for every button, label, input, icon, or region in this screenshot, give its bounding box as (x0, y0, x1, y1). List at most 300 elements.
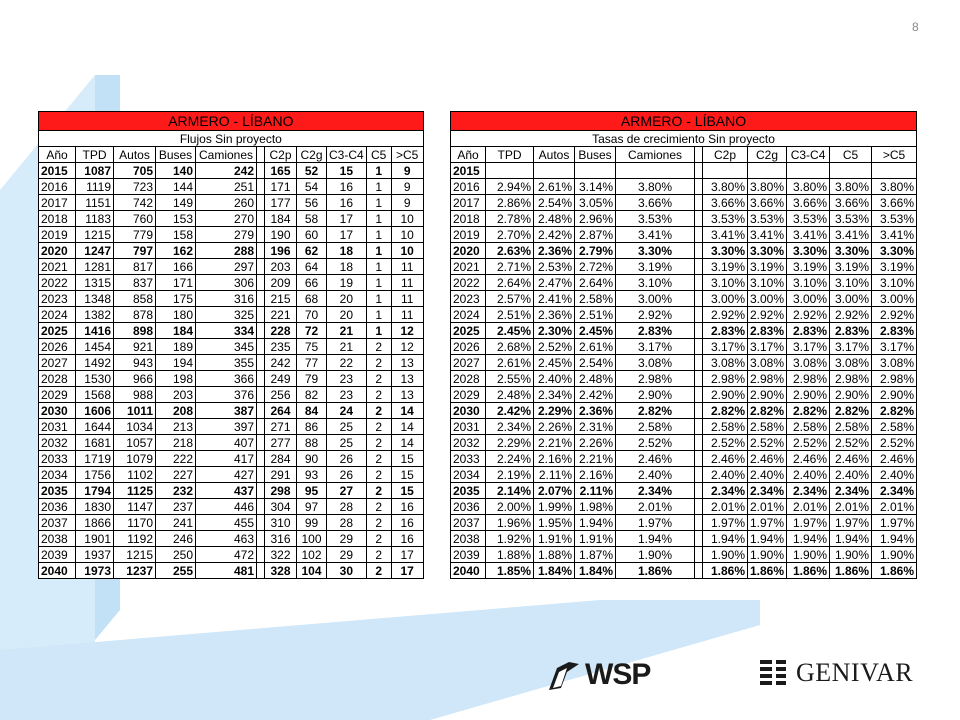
value-cell: 1.95% (534, 515, 575, 531)
value-cell: 2.47% (534, 275, 575, 291)
value-cell: 3.19% (787, 259, 830, 275)
value-cell: 1.90% (616, 547, 695, 563)
value-cell: 2.42% (534, 227, 575, 243)
value-cell: 2.40% (787, 467, 830, 483)
value-cell: 3.00% (787, 291, 830, 307)
gap-cell (695, 387, 703, 403)
table-row (451, 275, 917, 291)
value-cell: 2 (366, 531, 391, 547)
value-cell: 3.30% (616, 243, 695, 259)
value-cell: 180 (156, 307, 196, 323)
table-row (451, 435, 917, 451)
value-cell: 1 (366, 211, 391, 227)
value-cell: 2.34% (534, 387, 575, 403)
value-cell: 2.19% (486, 467, 534, 483)
table-row (451, 243, 917, 259)
table-row (451, 499, 917, 515)
value-cell: 2.58% (787, 419, 830, 435)
column-header: Año (39, 147, 76, 163)
value-cell: 2.83% (787, 323, 830, 339)
value-cell: 1454 (76, 339, 114, 355)
value-cell: 376 (196, 387, 257, 403)
value-cell: 2 (366, 515, 391, 531)
gap-cell (695, 227, 703, 243)
value-cell: 1.84% (575, 563, 616, 579)
table-row (451, 419, 917, 435)
value-cell: 2.21% (534, 435, 575, 451)
value-cell: 2.46% (872, 451, 917, 467)
gap-cell (695, 291, 703, 307)
header-row (451, 147, 917, 163)
value-cell: 3.19% (830, 259, 872, 275)
value-cell: 140 (156, 163, 196, 179)
table-row (451, 467, 917, 483)
header-row (39, 147, 424, 163)
value-cell: 1057 (114, 435, 156, 451)
value-cell: 23 (327, 387, 367, 403)
value-cell: 18 (327, 243, 367, 259)
year-cell: 2015 (39, 163, 76, 179)
value-cell: 2.52% (787, 435, 830, 451)
value-cell: 3.66% (787, 195, 830, 211)
value-cell: 3.30% (748, 243, 787, 259)
value-cell: 2.52% (748, 435, 787, 451)
value-cell: 2.58% (830, 419, 872, 435)
gap-cell (695, 243, 703, 259)
column-header: Buses (575, 147, 616, 163)
value-cell: 2.92% (787, 307, 830, 323)
value-cell: 2.42% (575, 387, 616, 403)
year-cell: 2022 (39, 275, 76, 291)
wsp-emblem-icon (547, 658, 581, 692)
value-cell: 2.01% (748, 499, 787, 515)
value-cell: 1.91% (534, 531, 575, 547)
value-cell: 153 (156, 211, 196, 227)
year-cell: 2017 (39, 195, 76, 211)
gap-cell (695, 531, 703, 547)
value-cell: 2.86% (486, 195, 534, 211)
value-cell: 1606 (76, 403, 114, 419)
column-header: TPD (76, 147, 114, 163)
column-header: Camiones (616, 147, 695, 163)
value-cell: 56 (297, 195, 327, 211)
value-cell: 256 (265, 387, 297, 403)
value-cell: 3.80% (616, 179, 695, 195)
value-cell: 2.90% (616, 387, 695, 403)
year-cell: 2025 (39, 323, 76, 339)
value-cell: 2.78% (486, 211, 534, 227)
value-cell: 1.90% (830, 547, 872, 563)
value-cell: 260 (196, 195, 257, 211)
value-cell: 2.64% (575, 275, 616, 291)
value-cell: 144 (156, 179, 196, 195)
value-cell: 3.53% (872, 211, 917, 227)
value-cell: 1.86% (703, 563, 748, 579)
value-cell: 1719 (76, 451, 114, 467)
value-cell: 1119 (76, 179, 114, 195)
value-cell: 13 (391, 355, 423, 371)
table-row (451, 195, 917, 211)
value-cell: 2.46% (748, 451, 787, 467)
value-cell: 3.80% (872, 179, 917, 195)
value-cell: 2 (366, 499, 391, 515)
value-cell: 1.94% (872, 531, 917, 547)
value-cell: 2 (366, 403, 391, 419)
table-row (39, 291, 424, 307)
value-cell: 21 (327, 339, 367, 355)
value-cell: 235 (265, 339, 297, 355)
value-cell: 2.58% (703, 419, 748, 435)
value-cell: 1.98% (575, 499, 616, 515)
value-cell: 1.97% (703, 515, 748, 531)
value-cell: 1530 (76, 371, 114, 387)
year-cell: 2033 (39, 451, 76, 467)
table-row (39, 243, 424, 259)
value-cell: 2.45% (486, 323, 534, 339)
value-cell: 1.94% (748, 531, 787, 547)
value-cell: 2.92% (830, 307, 872, 323)
growth-rates-table-panel (450, 111, 917, 579)
value-cell: 2.11% (575, 483, 616, 499)
table-row (451, 547, 917, 563)
value-cell: 3.80% (703, 179, 748, 195)
value-cell: 84 (297, 403, 327, 419)
table-row (39, 195, 424, 211)
value-cell: 3.10% (830, 275, 872, 291)
value-cell: 184 (265, 211, 297, 227)
value-cell: 228 (265, 323, 297, 339)
value-cell: 3.41% (748, 227, 787, 243)
value-cell: 2.42% (486, 403, 534, 419)
year-cell: 2018 (39, 211, 76, 227)
value-cell: 2 (366, 339, 391, 355)
value-cell: 355 (196, 355, 257, 371)
value-cell: 2.54% (575, 355, 616, 371)
value-cell: 2.31% (575, 419, 616, 435)
value-cell: 2.92% (703, 307, 748, 323)
year-cell: 2018 (451, 211, 486, 227)
value-cell: 3.00% (748, 291, 787, 307)
table-row (451, 531, 917, 547)
value-cell (703, 163, 748, 179)
value-cell: 2 (366, 451, 391, 467)
table-row (39, 483, 424, 499)
year-cell: 2019 (39, 227, 76, 243)
value-cell: 27 (327, 483, 367, 499)
value-cell (830, 163, 872, 179)
value-cell: 284 (265, 451, 297, 467)
value-cell: 2.87% (575, 227, 616, 243)
table-row (39, 515, 424, 531)
value-cell: 3.10% (703, 275, 748, 291)
value-cell: 3.80% (787, 179, 830, 195)
gap-cell (695, 195, 703, 211)
value-cell: 227 (156, 467, 196, 483)
value-cell: 25 (327, 435, 367, 451)
value-cell: 2.01% (703, 499, 748, 515)
gap-cell (695, 419, 703, 435)
value-cell: 966 (114, 371, 156, 387)
year-cell: 2020 (451, 243, 486, 259)
value-cell: 1147 (114, 499, 156, 515)
value-cell: 58 (297, 211, 327, 227)
value-cell: 1.94% (575, 515, 616, 531)
year-cell: 2040 (451, 563, 486, 579)
value-cell: 1 (366, 163, 391, 179)
table-subtitle: Tasas de crecimiento Sin proyecto (451, 131, 917, 147)
value-cell: 2.34% (830, 483, 872, 499)
value-cell: 3.41% (616, 227, 695, 243)
value-cell: 2.34% (872, 483, 917, 499)
value-cell: 3.17% (787, 339, 830, 355)
value-cell: 2.83% (616, 323, 695, 339)
value-cell: 2.16% (575, 467, 616, 483)
value-cell: 171 (265, 179, 297, 195)
table-row (39, 451, 424, 467)
value-cell: 16 (327, 195, 367, 211)
year-cell: 2030 (451, 403, 486, 419)
value-cell: 463 (196, 531, 257, 547)
value-cell: 1087 (76, 163, 114, 179)
gap-cell (695, 275, 703, 291)
value-cell: 1034 (114, 419, 156, 435)
value-cell: 79 (297, 371, 327, 387)
value-cell: 306 (196, 275, 257, 291)
column-header: C2p (265, 147, 297, 163)
year-cell: 2027 (451, 355, 486, 371)
value-cell (872, 163, 917, 179)
year-cell: 2021 (39, 259, 76, 275)
value-cell: 2.55% (486, 371, 534, 387)
value-cell: 30 (327, 563, 367, 579)
value-cell: 2.34% (616, 483, 695, 499)
value-cell: 742 (114, 195, 156, 211)
year-cell: 2034 (39, 467, 76, 483)
value-cell: 2 (366, 467, 391, 483)
gap-cell (257, 211, 265, 227)
value-cell: 10 (391, 211, 423, 227)
value-cell: 68 (297, 291, 327, 307)
value-cell: 277 (265, 435, 297, 451)
value-cell: 2.52% (872, 435, 917, 451)
value-cell: 3.30% (830, 243, 872, 259)
value-cell: 77 (297, 355, 327, 371)
year-cell: 2023 (451, 291, 486, 307)
value-cell: 3.53% (748, 211, 787, 227)
value-cell: 2.98% (830, 371, 872, 387)
value-cell: 837 (114, 275, 156, 291)
value-cell: 2.53% (534, 259, 575, 275)
value-cell: 1.86% (872, 563, 917, 579)
value-cell: 1901 (76, 531, 114, 547)
value-cell: 3.08% (830, 355, 872, 371)
value-cell: 446 (196, 499, 257, 515)
value-cell: 221 (265, 307, 297, 323)
gap-cell (257, 147, 265, 163)
value-cell: 1.94% (830, 531, 872, 547)
value-cell: 2.90% (872, 387, 917, 403)
column-header: C2g (748, 147, 787, 163)
value-cell: 3.17% (748, 339, 787, 355)
value-cell: 2.36% (534, 243, 575, 259)
value-cell: 3.00% (616, 291, 695, 307)
value-cell: 2.82% (830, 403, 872, 419)
value-cell: 66 (297, 275, 327, 291)
value-cell: 237 (156, 499, 196, 515)
value-cell: 165 (265, 163, 297, 179)
value-cell: 99 (297, 515, 327, 531)
value-cell: 72 (297, 323, 327, 339)
value-cell: 1.85% (486, 563, 534, 579)
value-cell: 3.00% (703, 291, 748, 307)
value-cell: 1.94% (703, 531, 748, 547)
value-cell: 1.84% (534, 563, 575, 579)
value-cell (486, 163, 534, 179)
table-row (451, 227, 917, 243)
gap-cell (257, 179, 265, 195)
value-cell (575, 163, 616, 179)
value-cell: 817 (114, 259, 156, 275)
value-cell: 3.17% (616, 339, 695, 355)
value-cell: 60 (297, 227, 327, 243)
table-title: ARMERO - LÍBANO (39, 112, 424, 131)
value-cell: 1348 (76, 291, 114, 307)
table-row (451, 259, 917, 275)
value-cell: 3.00% (872, 291, 917, 307)
value-cell: 82 (297, 387, 327, 403)
value-cell: 2.92% (748, 307, 787, 323)
value-cell: 3.19% (748, 259, 787, 275)
value-cell: 246 (156, 531, 196, 547)
value-cell: 3.05% (575, 195, 616, 211)
table-row (39, 563, 424, 579)
value-cell: 2.90% (748, 387, 787, 403)
column-header: >C5 (872, 147, 917, 163)
value-cell: 90 (297, 451, 327, 467)
value-cell: 2.01% (787, 499, 830, 515)
value-cell: 2.41% (534, 291, 575, 307)
column-header: Camiones (196, 147, 257, 163)
value-cell: 2.58% (616, 419, 695, 435)
value-cell: 25 (327, 419, 367, 435)
column-header: Año (451, 147, 486, 163)
gap-cell (257, 547, 265, 563)
value-cell: 2 (366, 435, 391, 451)
value-cell: 2.51% (486, 307, 534, 323)
value-cell: 2.45% (575, 323, 616, 339)
value-cell: 1681 (76, 435, 114, 451)
gap-cell (695, 435, 703, 451)
value-cell: 15 (391, 451, 423, 467)
year-cell: 2026 (39, 339, 76, 355)
value-cell: 3.41% (787, 227, 830, 243)
column-header: C5 (366, 147, 391, 163)
value-cell: 2.46% (703, 451, 748, 467)
value-cell: 1 (366, 323, 391, 339)
value-cell: 9 (391, 163, 423, 179)
value-cell: 310 (265, 515, 297, 531)
gap-cell (257, 227, 265, 243)
value-cell: 95 (297, 483, 327, 499)
table-row (39, 355, 424, 371)
value-cell: 304 (265, 499, 297, 515)
value-cell: 1.97% (616, 515, 695, 531)
value-cell: 14 (391, 435, 423, 451)
value-cell: 1.88% (486, 547, 534, 563)
value-cell: 2.79% (575, 243, 616, 259)
value-cell: 1011 (114, 403, 156, 419)
value-cell: 2.57% (486, 291, 534, 307)
value-cell: 251 (196, 179, 257, 195)
value-cell: 723 (114, 179, 156, 195)
value-cell: 198 (156, 371, 196, 387)
value-cell: 3.41% (703, 227, 748, 243)
value-cell: 407 (196, 435, 257, 451)
year-cell: 2036 (451, 499, 486, 515)
gap-cell (257, 467, 265, 483)
value-cell: 2 (366, 483, 391, 499)
value-cell: 158 (156, 227, 196, 243)
value-cell: 190 (265, 227, 297, 243)
gap-cell (257, 483, 265, 499)
value-cell: 3.08% (748, 355, 787, 371)
year-cell: 2028 (451, 371, 486, 387)
gap-cell (257, 163, 265, 179)
value-cell: 11 (391, 275, 423, 291)
value-cell: 3.30% (703, 243, 748, 259)
gap-cell (257, 451, 265, 467)
year-cell: 2038 (451, 531, 486, 547)
value-cell: 166 (156, 259, 196, 275)
value-cell: 2.92% (616, 307, 695, 323)
value-cell: 1.92% (486, 531, 534, 547)
gap-cell (695, 547, 703, 563)
value-cell: 2.46% (787, 451, 830, 467)
value-cell: 1.97% (872, 515, 917, 531)
value-cell: 2.40% (830, 467, 872, 483)
value-cell: 189 (156, 339, 196, 355)
value-cell: 2.68% (486, 339, 534, 355)
value-cell: 1.88% (534, 547, 575, 563)
value-cell: 2.83% (872, 323, 917, 339)
value-cell: 242 (196, 163, 257, 179)
column-header: Autos (114, 147, 156, 163)
value-cell: 3.66% (703, 195, 748, 211)
year-cell: 2036 (39, 499, 76, 515)
value-cell: 16 (327, 179, 367, 195)
gap-cell (695, 371, 703, 387)
column-header: C3-C4 (787, 147, 830, 163)
value-cell: 2.82% (787, 403, 830, 419)
value-cell: 24 (327, 403, 367, 419)
value-cell: 2.26% (534, 419, 575, 435)
value-cell: 177 (265, 195, 297, 211)
value-cell: 29 (327, 531, 367, 547)
year-cell: 2037 (451, 515, 486, 531)
value-cell: 1 (366, 275, 391, 291)
value-cell: 2.83% (703, 323, 748, 339)
value-cell: 12 (391, 323, 423, 339)
value-cell: 1.97% (830, 515, 872, 531)
value-cell: 2.36% (534, 307, 575, 323)
value-cell: 3.10% (748, 275, 787, 291)
value-cell: 2.98% (872, 371, 917, 387)
value-cell: 288 (196, 243, 257, 259)
wsp-logo-text: WSP (585, 658, 651, 691)
value-cell: 175 (156, 291, 196, 307)
value-cell: 3.53% (830, 211, 872, 227)
value-cell: 898 (114, 323, 156, 339)
